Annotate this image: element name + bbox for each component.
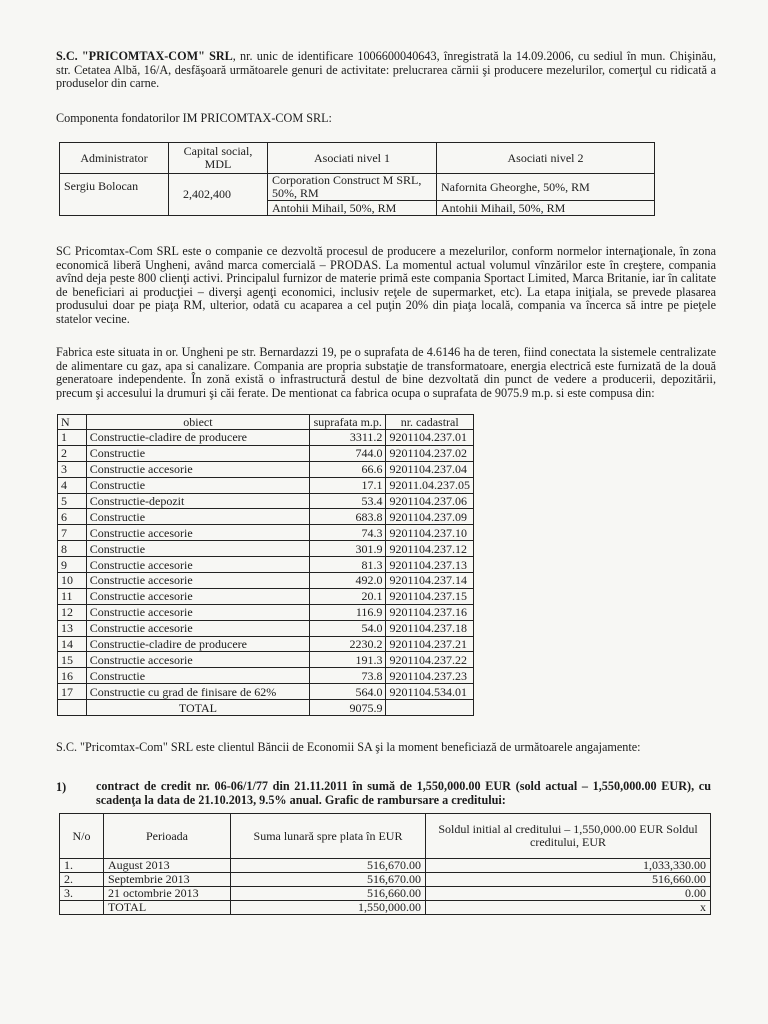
row-no: 3. [60,887,104,901]
row-sold: 0.00 [426,887,711,901]
buildings-table [57,414,474,716]
description-paragraph: SC Pricomtax-Com SRL este o companie ce dezvoltă procesul de producere a mezelurilor, conform normelor internaţionale, în zona economică liberă Ungheni, având marca comercială – PRODAS. La momentul actual volumul vînzărilor este în creştere, compania avînd deja peste 800 clienţi activi. Principalul furnizor de materie primă este compania Sportact Limited, Marca Britanie, iar în calitate de beneficiari ai producţiei – diverşi agenţi economici, inclusiv reţele de supermarket, etc). La etapa iniţiala, se prevede plasarea produsului doar pe piaţa RM, ulterior, odată cu acaparea a cel puţin 20% din piaţa locală, compania va încerca să intre pe pieţele statelor vecine. [56,244,716,326]
row-obiect: Constructie accesorie [86,620,309,636]
row-suprafata: 744.0 [310,445,386,461]
row-n: 7 [58,525,87,541]
table-row [58,652,474,668]
row-obiect: Constructie accesorie [86,652,309,668]
row-suprafata: 81.3 [310,557,386,573]
row-obiect: Constructie accesorie [86,604,309,620]
row-cadastral: 9201104.237.02 [386,445,474,461]
founders-table [59,142,655,216]
row-suprafata: 54.0 [310,620,386,636]
total-row [58,700,474,716]
total-label: TOTAL [86,700,309,716]
nivel1-item: Corporation Construct M SRL, 50%, RM [268,174,437,201]
row-suprafata: 492.0 [310,573,386,589]
row-perioada: August 2013 [104,859,231,873]
bank-paragraph: S.C. "Pricomtax-Com" SRL este clientul Băncii de Economii SA şi la moment beneficiază de următoarele angajamente: [56,740,641,754]
table-row [58,557,474,573]
row-n: 13 [58,620,87,636]
row-cadastral: 9201104.237.16 [386,604,474,620]
row-n: 10 [58,573,87,589]
table-row [58,620,474,636]
row-obiect: Constructie-cladire de producere [86,636,309,652]
total-suma: 1,550,000.00 [231,901,426,915]
row-obiect: Constructie [86,668,309,684]
row-n: 12 [58,604,87,620]
row-suprafata: 17.1 [310,477,386,493]
table-row [58,573,474,589]
table-row [58,668,474,684]
capital-value: 2,402,400 [169,174,268,216]
row-sold: 1,033,330.00 [426,859,711,873]
nivel2-item: Antohii Mihail, 50%, RM [437,201,655,216]
row-cadastral: 9201104.534.01 [386,684,474,700]
row-cadastral: 9201104.237.22 [386,652,474,668]
row-n: 17 [58,684,87,700]
header-sold: Soldul initial al creditului – 1,550,000.00 EUR Soldul creditului, EUR [426,814,711,859]
row-cadastral: 9201104.237.01 [386,430,474,446]
header-administrator: Administrator [60,143,169,174]
row-cadastral: 9201104.237.09 [386,509,474,525]
row-n: 1 [58,430,87,446]
row-n: 3 [58,461,87,477]
table-row [58,493,474,509]
table-row [58,509,474,525]
header-perioada: Perioada [104,814,231,859]
row-sold: 516,660.00 [426,873,711,887]
header-suma: Suma lunară spre plata în EUR [231,814,426,859]
table-row [60,873,711,887]
table-row [58,684,474,700]
row-n: 2 [58,445,87,461]
total-value: 9075.9 [310,700,386,716]
row-n: 9 [58,557,87,573]
credit-table [59,813,711,915]
row-cadastral: 92011.04.237.05 [386,477,474,493]
row-no: 2. [60,873,104,887]
row-obiect: Constructie accesorie [86,557,309,573]
row-obiect: Constructie-depozit [86,493,309,509]
row-perioada: 21 octombrie 2013 [104,887,231,901]
row-suma: 516,670.00 [231,859,426,873]
row-suprafata: 74.3 [310,525,386,541]
company-name: S.C. "PRICOMTAX-COM" SRL [56,49,233,63]
row-suprafata: 66.6 [310,461,386,477]
header-cadastral: nr. cadastral [386,415,474,430]
table-row [58,525,474,541]
header-nivel2: Asociati nivel 2 [437,143,655,174]
row-suprafata: 2230.2 [310,636,386,652]
row-obiect: Constructie accesorie [86,573,309,589]
total-empty-cell [58,700,87,716]
row-suma: 516,660.00 [231,887,426,901]
total-empty-cell [60,901,104,915]
row-suma: 516,670.00 [231,873,426,887]
table-row [58,477,474,493]
row-suprafata: 191.3 [310,652,386,668]
founders-heading: Componenta fondatorilor IM PRICOMTAX-COM SRL: [56,111,332,125]
row-suprafata: 3311.2 [310,430,386,446]
nivel2-item: Nafornita Gheorghe, 50%, RM [437,174,655,201]
buildings-header-row [58,415,474,430]
row-cadastral: 9201104.237.14 [386,573,474,589]
table-row [58,430,474,446]
total-sold: x [426,901,711,915]
table-row [60,859,711,873]
row-obiect: Constructie [86,477,309,493]
credit-item-number: 1) [56,780,67,794]
row-suprafata: 73.8 [310,668,386,684]
row-cadastral: 9201104.237.13 [386,557,474,573]
row-perioada: Septembrie 2013 [104,873,231,887]
row-cadastral: 9201104.237.12 [386,541,474,557]
row-suprafata: 301.9 [310,541,386,557]
factory-paragraph: Fabrica este situata in or. Ungheni pe str. Bernardazzi 19, pe o suprafata de 4.6146 ha de teren, fiind conectata la sistemele centralizate de alimentare cu gaz, apa si canalizare. Compania are propria substaţie de transformatoare, energia electrică este furnizată de la două generatoare independente. În zonă există o infrastructură destul de bine dezvoltată din punct de vedere a producerii, depozitării, precum şi accesului la drumuri şi căi ferate. De mentionat ca fabrica ocupa o suprafata de 9075.9 m.p. si este compusa din: [56,345,716,400]
founders-row [60,174,655,201]
row-obiect: Constructie accesorie [86,461,309,477]
row-cadastral: 9201104.237.15 [386,588,474,604]
credit-item-text: contract de credit nr. 06-06/1/77 din 21.11.2011 în sumă de 1,550,000.00 EUR (sold actual – 1,550,000.00 EUR), cu scadenţa la data de 21.10.2013, 9.5% anual. Grafic de rambursare a creditului: [96,779,711,807]
table-row [58,636,474,652]
header-no: N/o [60,814,104,859]
header-nivel1: Asociati nivel 1 [268,143,437,174]
row-suprafata: 683.8 [310,509,386,525]
table-row [58,461,474,477]
row-obiect: Constructie cu grad de finisare de 62% [86,684,309,700]
row-obiect: Constructie [86,445,309,461]
header-capital: Capital social, MDL [169,143,268,174]
table-row [60,887,711,901]
table-row [58,604,474,620]
row-suprafata: 564.0 [310,684,386,700]
row-n: 8 [58,541,87,557]
founders-header-row [60,143,655,174]
table-row [58,541,474,557]
row-cadastral: 9201104.237.06 [386,493,474,509]
row-suprafata: 53.4 [310,493,386,509]
row-cadastral: 9201104.237.23 [386,668,474,684]
intro-paragraph [56,50,716,91]
row-obiect: Constructie [86,541,309,557]
table-row [58,588,474,604]
intro-text: , nr. unic de identificare 1006600040643, înregistrată la 14.09.2006, cu sediul în mun. Chişinău, str. Cetatea Albă, 16/A, desfăşoară următoarele genuri de activitate: prelucrarea cărnii şi producere mezelurilor, comerţul cu ridicată a produselor din carne. [56,49,716,90]
row-n: 14 [58,636,87,652]
total-label: TOTAL [104,901,231,915]
row-n: 5 [58,493,87,509]
row-obiect: Constructie [86,509,309,525]
row-obiect: Constructie-cladire de producere [86,430,309,446]
row-obiect: Constructie accesorie [86,588,309,604]
row-suprafata: 20.1 [310,588,386,604]
row-cadastral: 9201104.237.18 [386,620,474,636]
credit-header-row [60,814,711,859]
administrator-name: Sergiu Bolocan [60,174,169,216]
row-suprafata: 116.9 [310,604,386,620]
row-n: 15 [58,652,87,668]
row-no: 1. [60,859,104,873]
row-n: 6 [58,509,87,525]
row-n: 11 [58,588,87,604]
row-n: 16 [58,668,87,684]
table-row [58,445,474,461]
header-n: N [58,415,87,430]
row-n: 4 [58,477,87,493]
header-obiect: obiect [86,415,309,430]
row-obiect: Constructie accesorie [86,525,309,541]
row-cadastral: 9201104.237.21 [386,636,474,652]
header-suprafata: suprafata m.p. [310,415,386,430]
total-empty-cell [386,700,474,716]
row-cadastral: 9201104.237.04 [386,461,474,477]
total-row [60,901,711,915]
row-cadastral: 9201104.237.10 [386,525,474,541]
nivel1-item: Antohii Mihail, 50%, RM [268,201,437,216]
